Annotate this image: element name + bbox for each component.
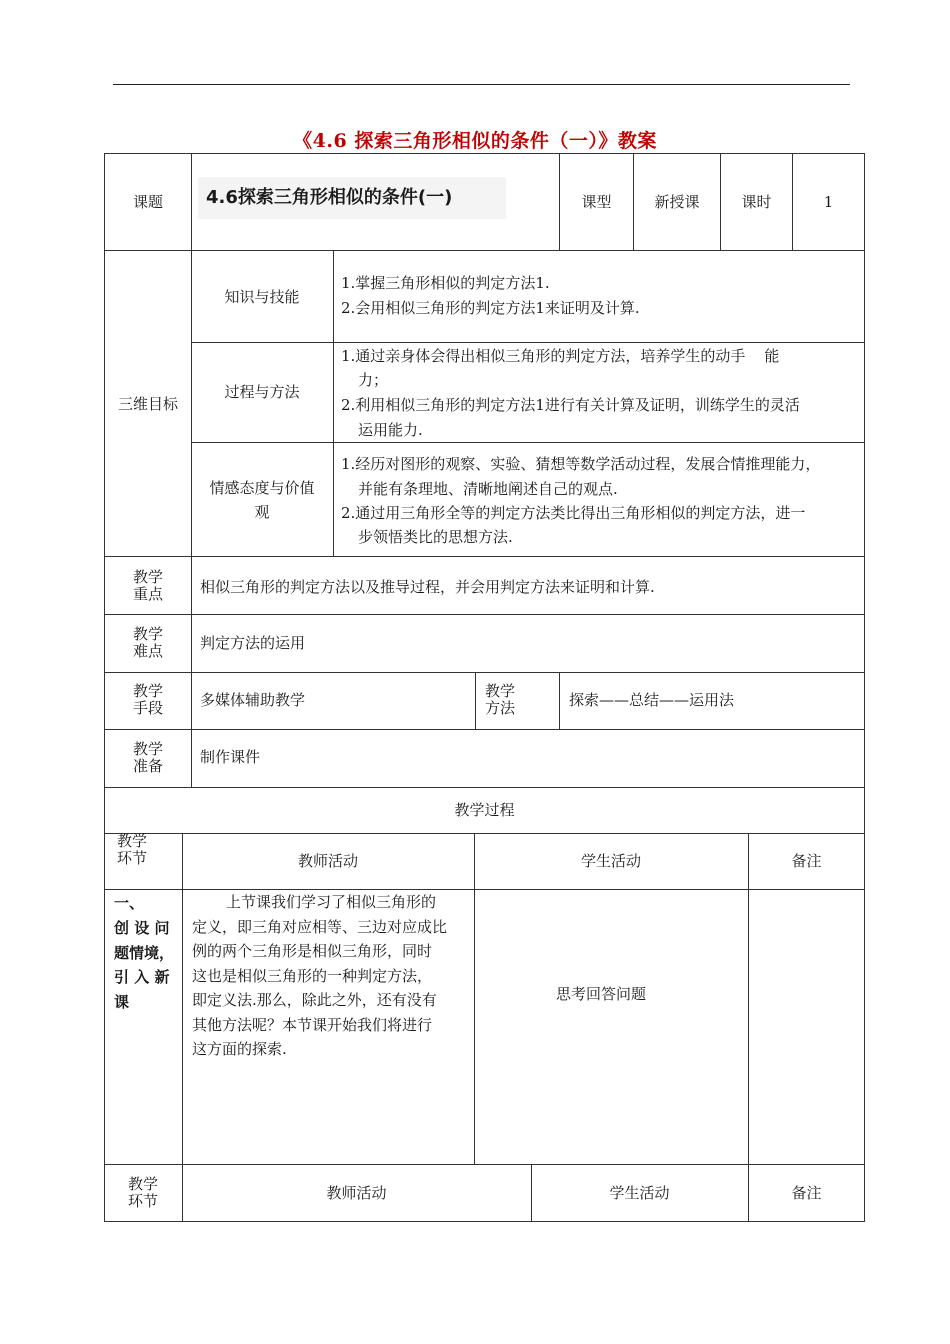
type-label: 课型 <box>581 193 612 211</box>
emotion-line-2: 并能有条理地、清晰地阐述自己的观点. <box>358 480 618 498</box>
difficulty-label-1: 教学 <box>132 625 163 643</box>
stage-one-line-4: 引 入 新 <box>114 968 170 986</box>
process-label: 过程与方法 <box>224 383 300 401</box>
teacher-line: 其他方法呢？本节课开始我们将进行 <box>192 1015 433 1034</box>
teacher-col-header: 教师活动 <box>297 852 358 870</box>
hours-label: 课时 <box>741 193 772 211</box>
knowledge-line-2: 2.会用相似三角形的判定方法1来证明及计算. <box>341 299 640 317</box>
teacher-activity-text <box>192 890 470 1062</box>
teacher-line: 这方面的探索. <box>192 1040 287 1058</box>
stage-one-line-5: 课 <box>114 993 130 1011</box>
means-label-1: 教学 <box>132 682 163 700</box>
process-line-4: 运用能力. <box>358 421 423 439</box>
emotion-line-4: 步领悟类比的思想方法. <box>358 528 513 546</box>
process-line-2: 力； <box>358 371 389 389</box>
stage-col-label-2: 环节 <box>116 849 147 867</box>
emotion-label-1: 情感态度与价值 <box>209 479 315 497</box>
emotion-line-3: 2.通过用三角形全等的判定方法类比得出三角形相似的判定方法，进一 <box>341 504 806 522</box>
stage-col-label-2-repeat: 环节 <box>127 1192 158 1210</box>
student-activity-text: 思考回答问题 <box>555 985 646 1003</box>
stage-one-line-3: 题情境， <box>114 944 175 962</box>
preparation-label-1: 教学 <box>132 740 163 758</box>
teacher-line: 上节课我们学习了相似三角形的 <box>226 893 437 911</box>
teacher-line: 即定义法.那么，除此之外，还有没有 <box>192 991 437 1009</box>
notes-col-header-repeat: 备注 <box>791 1184 822 1202</box>
hours-value: 1 <box>823 193 834 211</box>
goals-label: 三维目标 <box>117 395 178 413</box>
difficulty-label-2: 难点 <box>132 642 163 660</box>
teacher-line: 例的两个三角形是相似三角形，同时 <box>192 942 433 960</box>
process-section-title: 教学过程 <box>454 801 515 819</box>
teacher-line: 定义，即三角对应相等、三边对应成比 <box>192 917 448 936</box>
process-line-3: 2.利用相似三角形的判定方法1进行有关计算及证明，训练学生的灵活 <box>341 396 800 414</box>
emotion-label-2: 观 <box>254 503 270 521</box>
method-label-2: 方法 <box>484 699 515 717</box>
stage-col-label-1-repeat: 教学 <box>127 1175 158 1193</box>
type-value: 新授课 <box>654 193 700 211</box>
student-col-header-repeat: 学生活动 <box>609 1184 670 1202</box>
stage-one-line-1: 一、 <box>114 894 145 912</box>
knowledge-label: 知识与技能 <box>224 288 300 306</box>
means-value: 多媒体辅助教学 <box>200 691 306 709</box>
student-col-header: 学生活动 <box>580 852 641 870</box>
notes-col-header: 备注 <box>791 852 822 870</box>
header-rule <box>113 84 850 85</box>
key-point-label-2: 重点 <box>132 585 163 603</box>
method-label-1: 教学 <box>484 682 515 700</box>
key-point-value: 相似三角形的判定方法以及推导过程，并会用判定方法来证明和计算. <box>200 578 655 596</box>
topic-label: 课题 <box>132 193 163 211</box>
knowledge-line-1: 1.掌握三角形相似的判定方法1. <box>341 274 550 292</box>
key-point-label-1: 教学 <box>132 568 163 586</box>
method-value: 探索——总结——运用法 <box>569 691 735 709</box>
stage-one-line-2: 创 设 问 <box>114 919 170 937</box>
preparation-value: 制作课件 <box>200 748 261 766</box>
process-line-1: 1.通过亲身体会得出相似三角形的判定方法，培养学生的动手 能 <box>341 347 780 365</box>
topic-value: 4.6探索三角形相似的条件(一) <box>198 177 506 219</box>
document-title: 《4.6 探索三角形相似的条件（一）》教案 <box>293 130 657 152</box>
difficulty-value: 判定方法的运用 <box>200 634 306 652</box>
preparation-label-2: 准备 <box>132 757 163 775</box>
means-label-2: 手段 <box>132 699 163 717</box>
emotion-line-1: 1.经历对图形的观察、实验、猜想等数学活动过程，发展合情推理能力， <box>341 455 821 473</box>
teacher-col-header-repeat: 教师活动 <box>326 1184 387 1202</box>
stage-col-label-1: 教学 <box>116 832 147 850</box>
teacher-line: 这也是相似三角形的一种判定方法， <box>192 966 433 985</box>
